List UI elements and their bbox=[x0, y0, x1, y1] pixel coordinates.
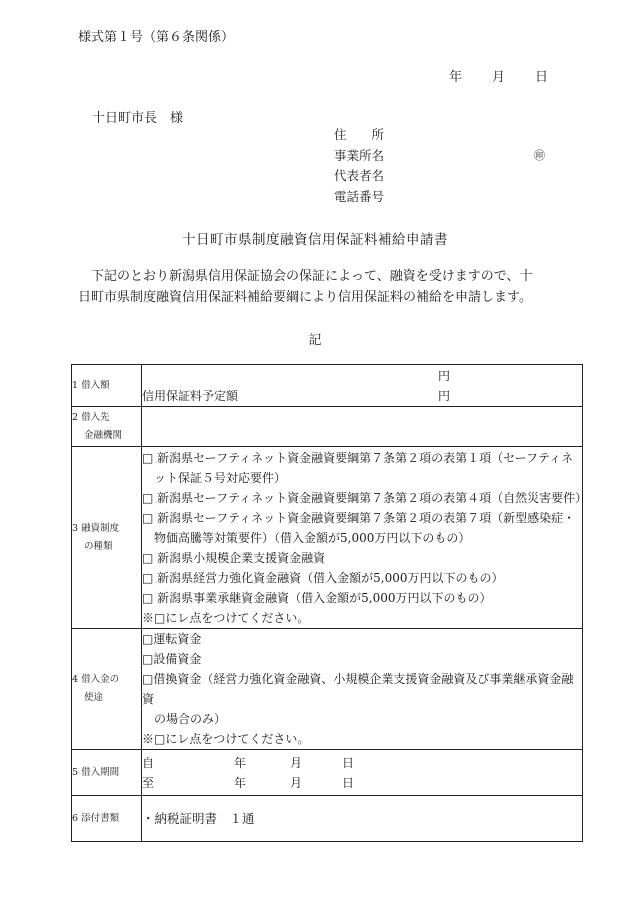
applicant-block bbox=[334, 125, 545, 207]
purpose-option[interactable] bbox=[142, 629, 582, 649]
system-note: ※□にレ点をつけてください。 bbox=[142, 610, 310, 625]
label-loan-system bbox=[72, 447, 142, 629]
phone-label: 電話番号 bbox=[334, 188, 385, 204]
system-option[interactable] bbox=[142, 508, 582, 548]
period-cell[interactable] bbox=[142, 750, 583, 796]
label-system-line1: 3 融資制度 bbox=[72, 522, 120, 534]
label-loan-amount: 1 借入額 bbox=[72, 365, 142, 407]
system-option-1-line2: ット保証５号対応要件） bbox=[154, 470, 287, 485]
date-line bbox=[449, 66, 548, 85]
row-loan-system bbox=[72, 447, 583, 629]
attachment-item: ・納税証明書 １通 bbox=[142, 810, 255, 826]
form-number: 様式第１号（第６条関係） bbox=[78, 30, 235, 45]
lender-cell[interactable] bbox=[142, 407, 583, 447]
system-option-5-line1: □ 新潟県経営力強化資金融資（借入金額が5,000万円以下のもの） bbox=[142, 570, 504, 585]
body-paragraph bbox=[78, 266, 558, 308]
addressee: 十日町市長 様 bbox=[92, 111, 184, 126]
seal-mark: ㊞ bbox=[534, 148, 545, 162]
guarantee-fee-label: 信用保証料予定額 bbox=[142, 388, 239, 403]
label-system-line2: の種類 bbox=[84, 540, 113, 552]
period-from-month: 月 bbox=[290, 755, 303, 770]
label-purpose-line2: 使途 bbox=[84, 692, 104, 703]
yen-unit: 円 bbox=[438, 368, 451, 383]
label-lender-line2: 金融機関 bbox=[84, 429, 123, 441]
document-title: 十日町市県制度融資信用保証料補給申請書 bbox=[182, 232, 448, 248]
purpose-option[interactable] bbox=[142, 669, 582, 729]
address-label: 住 所 bbox=[334, 127, 385, 142]
system-option[interactable] bbox=[142, 448, 582, 488]
body-line-2: 日町市県制度融資信用保証料補給要綱により信用保証料の補給を申請します。 bbox=[78, 290, 532, 305]
system-option-3-line2: 物価高騰等対策要件）（借入金額が5,000万円以下のもの） bbox=[154, 530, 471, 545]
date-month: 月 bbox=[492, 70, 506, 85]
date-year: 年 bbox=[449, 70, 463, 85]
period-to: 至 bbox=[142, 775, 155, 790]
attachments-cell bbox=[142, 796, 583, 842]
application-table bbox=[71, 364, 588, 842]
row-loan-amount bbox=[72, 365, 583, 407]
period-to-day: 日 bbox=[342, 775, 355, 790]
representative-label: 代表者名 bbox=[334, 168, 385, 183]
row-lender bbox=[72, 407, 583, 447]
system-option-1-line1: □ 新潟県セーフティネット資金融資要綱第７条第２項の表第１項（セーフティネ bbox=[142, 450, 574, 465]
period-from-row bbox=[142, 753, 582, 773]
purpose-option[interactable] bbox=[142, 649, 582, 669]
system-option[interactable] bbox=[142, 548, 582, 568]
label-lender bbox=[72, 407, 142, 447]
date-day: 日 bbox=[535, 70, 549, 85]
yen-unit-fee: 円 bbox=[438, 388, 451, 403]
purpose-option-2-line1: □設備資金 bbox=[142, 652, 202, 666]
system-option[interactable] bbox=[142, 568, 582, 588]
system-option-6-line1: □ 新潟県事業承継資金融資（借入金額が5,000万円以下のもの） bbox=[142, 590, 492, 605]
period-to-month: 月 bbox=[290, 775, 303, 790]
label-purpose-line1: 4 借入金の bbox=[72, 674, 120, 685]
row-period bbox=[72, 750, 583, 796]
system-option-4-line1: □ 新潟県小規模企業支援資金融資 bbox=[142, 550, 326, 565]
business-label: 事業所名 bbox=[334, 147, 385, 163]
system-option-2-line1: □ 新潟県セーフティネット資金融資要綱第７条第２項の表第４項（自然災害要件） bbox=[142, 490, 588, 505]
period-to-row bbox=[142, 773, 582, 793]
label-period: 5 借入期間 bbox=[72, 750, 142, 796]
label-purpose bbox=[72, 629, 142, 750]
period-from-day: 日 bbox=[342, 755, 355, 770]
loan-system-cell bbox=[142, 447, 588, 629]
system-option[interactable] bbox=[142, 588, 582, 608]
system-option-3-line1: □ 新潟県セーフティネット資金融資要綱第７条第２項の表第７項（新型感染症・ bbox=[142, 510, 576, 525]
business-row bbox=[334, 146, 545, 167]
period-to-year: 年 bbox=[234, 775, 247, 790]
purpose-option-3-line1: □借換資金（経営力強化資金融資、小規模企業支援資金融資及び事業継承資金融資 bbox=[142, 672, 574, 706]
ki-heading: 記 bbox=[308, 333, 322, 348]
purpose-option-3-line2: の場合のみ） bbox=[154, 712, 227, 726]
row-attachments bbox=[72, 796, 583, 842]
purpose-cell bbox=[142, 629, 583, 750]
purpose-option-1-line1: □運転資金 bbox=[142, 632, 202, 646]
period-from-year: 年 bbox=[234, 755, 247, 770]
label-lender-line1: 2 借入先 bbox=[72, 411, 110, 423]
purpose-note: ※□にレ点をつけてください。 bbox=[142, 732, 310, 746]
label-attachments: 6 添付書類 bbox=[72, 796, 142, 842]
row-purpose bbox=[72, 629, 583, 750]
loan-amount-cell[interactable] bbox=[142, 365, 583, 407]
system-option[interactable] bbox=[142, 488, 588, 508]
period-from: 自 bbox=[142, 755, 155, 770]
body-line-1: 下記のとおり新潟県信用保証協会の保証によって、融資を受けますので、十 bbox=[91, 269, 533, 284]
